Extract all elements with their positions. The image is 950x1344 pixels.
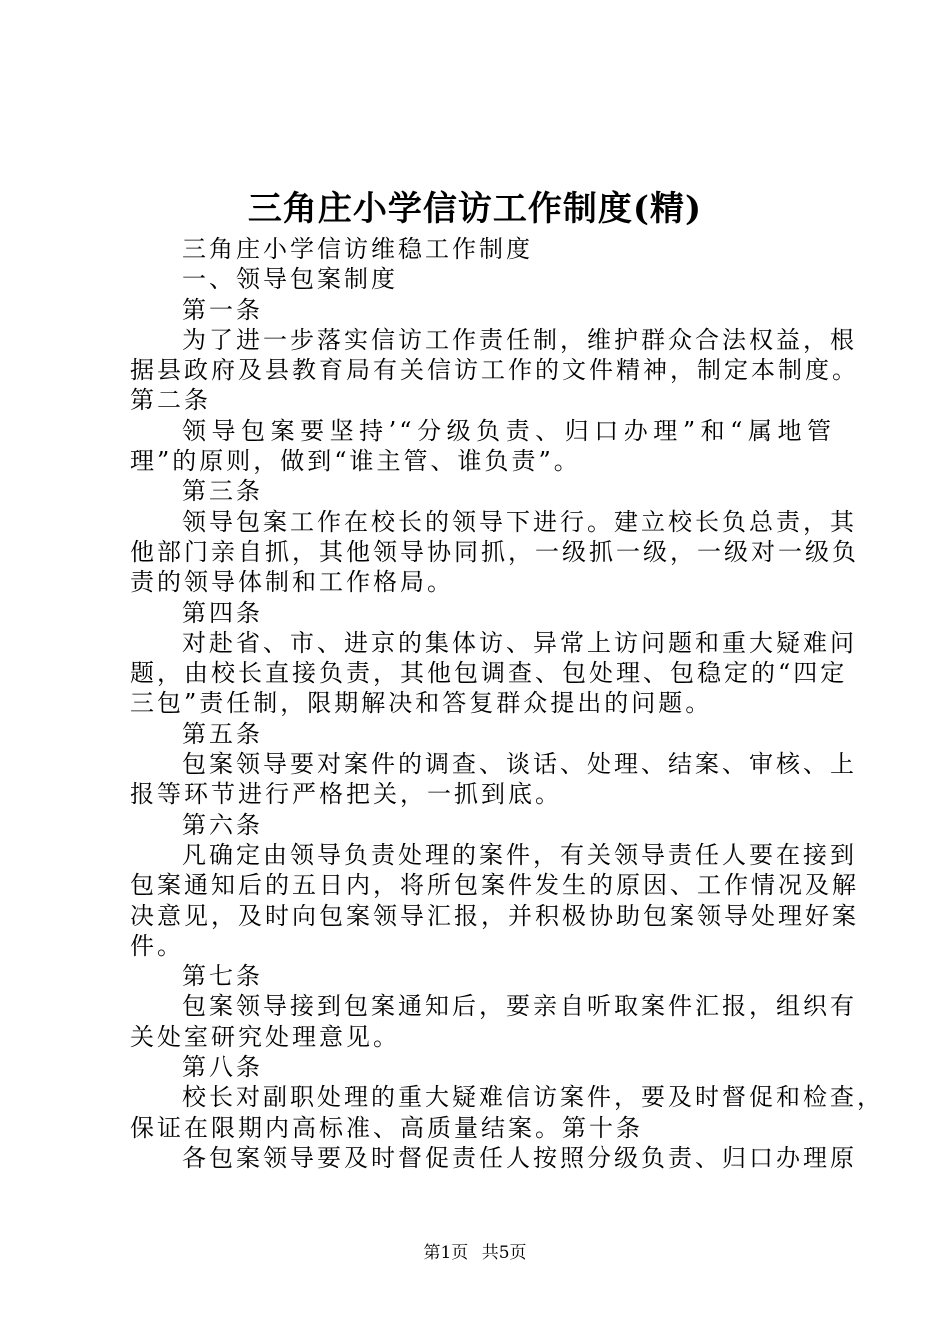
section-heading: 一、领导包案制度 [182,265,398,294]
paragraph-line: 报等环节进行严格把关，一抓到底。 [130,780,562,809]
paragraph-line: 包案领导要对案件的调查、谈话、处理、结案、审核、上 [182,750,857,779]
article-heading: 第三条 [182,477,263,506]
paragraph-line: 凡确定由领导负责处理的案件，有关领导责任人要在接到 [182,840,857,869]
document-body [130,234,884,1173]
paragraph-line: 包案领导接到包案通知后，要亲自听取案件汇报，组织有 [182,992,857,1021]
article-heading: 第八条 [182,1053,263,1082]
paragraph-line: 校长对副职处理的重大疑难信访案件，要及时督促和检查， [182,1083,884,1112]
paragraph-line: 对赴省、市、进京的集体访、异常上访问题和重大疑难问 [182,628,857,657]
paragraph-line: 保证在限期内高标准、高质量结案。第十条 [130,1113,643,1142]
article-heading: 第六条 [182,810,263,839]
page-number: 第1页 [423,1243,469,1263]
paragraph-line: 关处室研究处理意见。 [130,1022,400,1051]
article-heading: 第七条 [182,962,263,991]
paragraph-line: 包案通知后的五日内，将所包案件发生的原因、工作情况及解 [130,871,859,900]
document-title: 三角庄小学信访工作制度(精) [247,189,703,229]
paragraph-line: 三包”责任制，限期解决和答复群众提出的问题。 [130,689,713,718]
page-footer [0,1241,950,1265]
paragraph-line: 责的领导体制和工作格局。 [130,568,454,597]
paragraph-line: 理”的原则，做到“谁主管、谁负责”。 [130,447,581,476]
article-heading: 第四条 [182,598,263,627]
subtitle-line: 三角庄小学信访维稳工作制度 [182,235,533,263]
paragraph-line: 他部门亲自抓，其他领导协同抓，一级抓一级，一级对一级负 [130,537,859,566]
article-heading: 第五条 [182,719,263,748]
paragraph-line: 题，由校长直接负责，其他包调查、包处理、包稳定的“四定 [130,659,848,688]
paragraph-line: 为了进一步落实信访工作责任制，维护群众合法权益，根 [182,325,857,354]
article-heading: 第二条 [130,386,211,415]
paragraph-line: 领导包案工作在校长的领导下进行。建立校长负总责，其 [182,507,857,536]
paragraph-line: 各包案领导要及时督促责任人按照分级负责、归口办理原 [182,1143,857,1172]
article-heading: 第一条 [182,295,263,324]
page-total: 共5页 [481,1243,527,1263]
paragraph-line: 领导包案要坚持’“分级负责、归口办理”和“属地管 [182,416,834,445]
paragraph-line: 件。 [130,931,184,960]
paragraph-line: 据县政府及县教育局有关信访工作的文件精神，制定本制度。 [130,356,859,385]
paragraph-line: 决意见，及时向包案领导汇报，并积极协助包案领导处理好案 [130,901,859,930]
